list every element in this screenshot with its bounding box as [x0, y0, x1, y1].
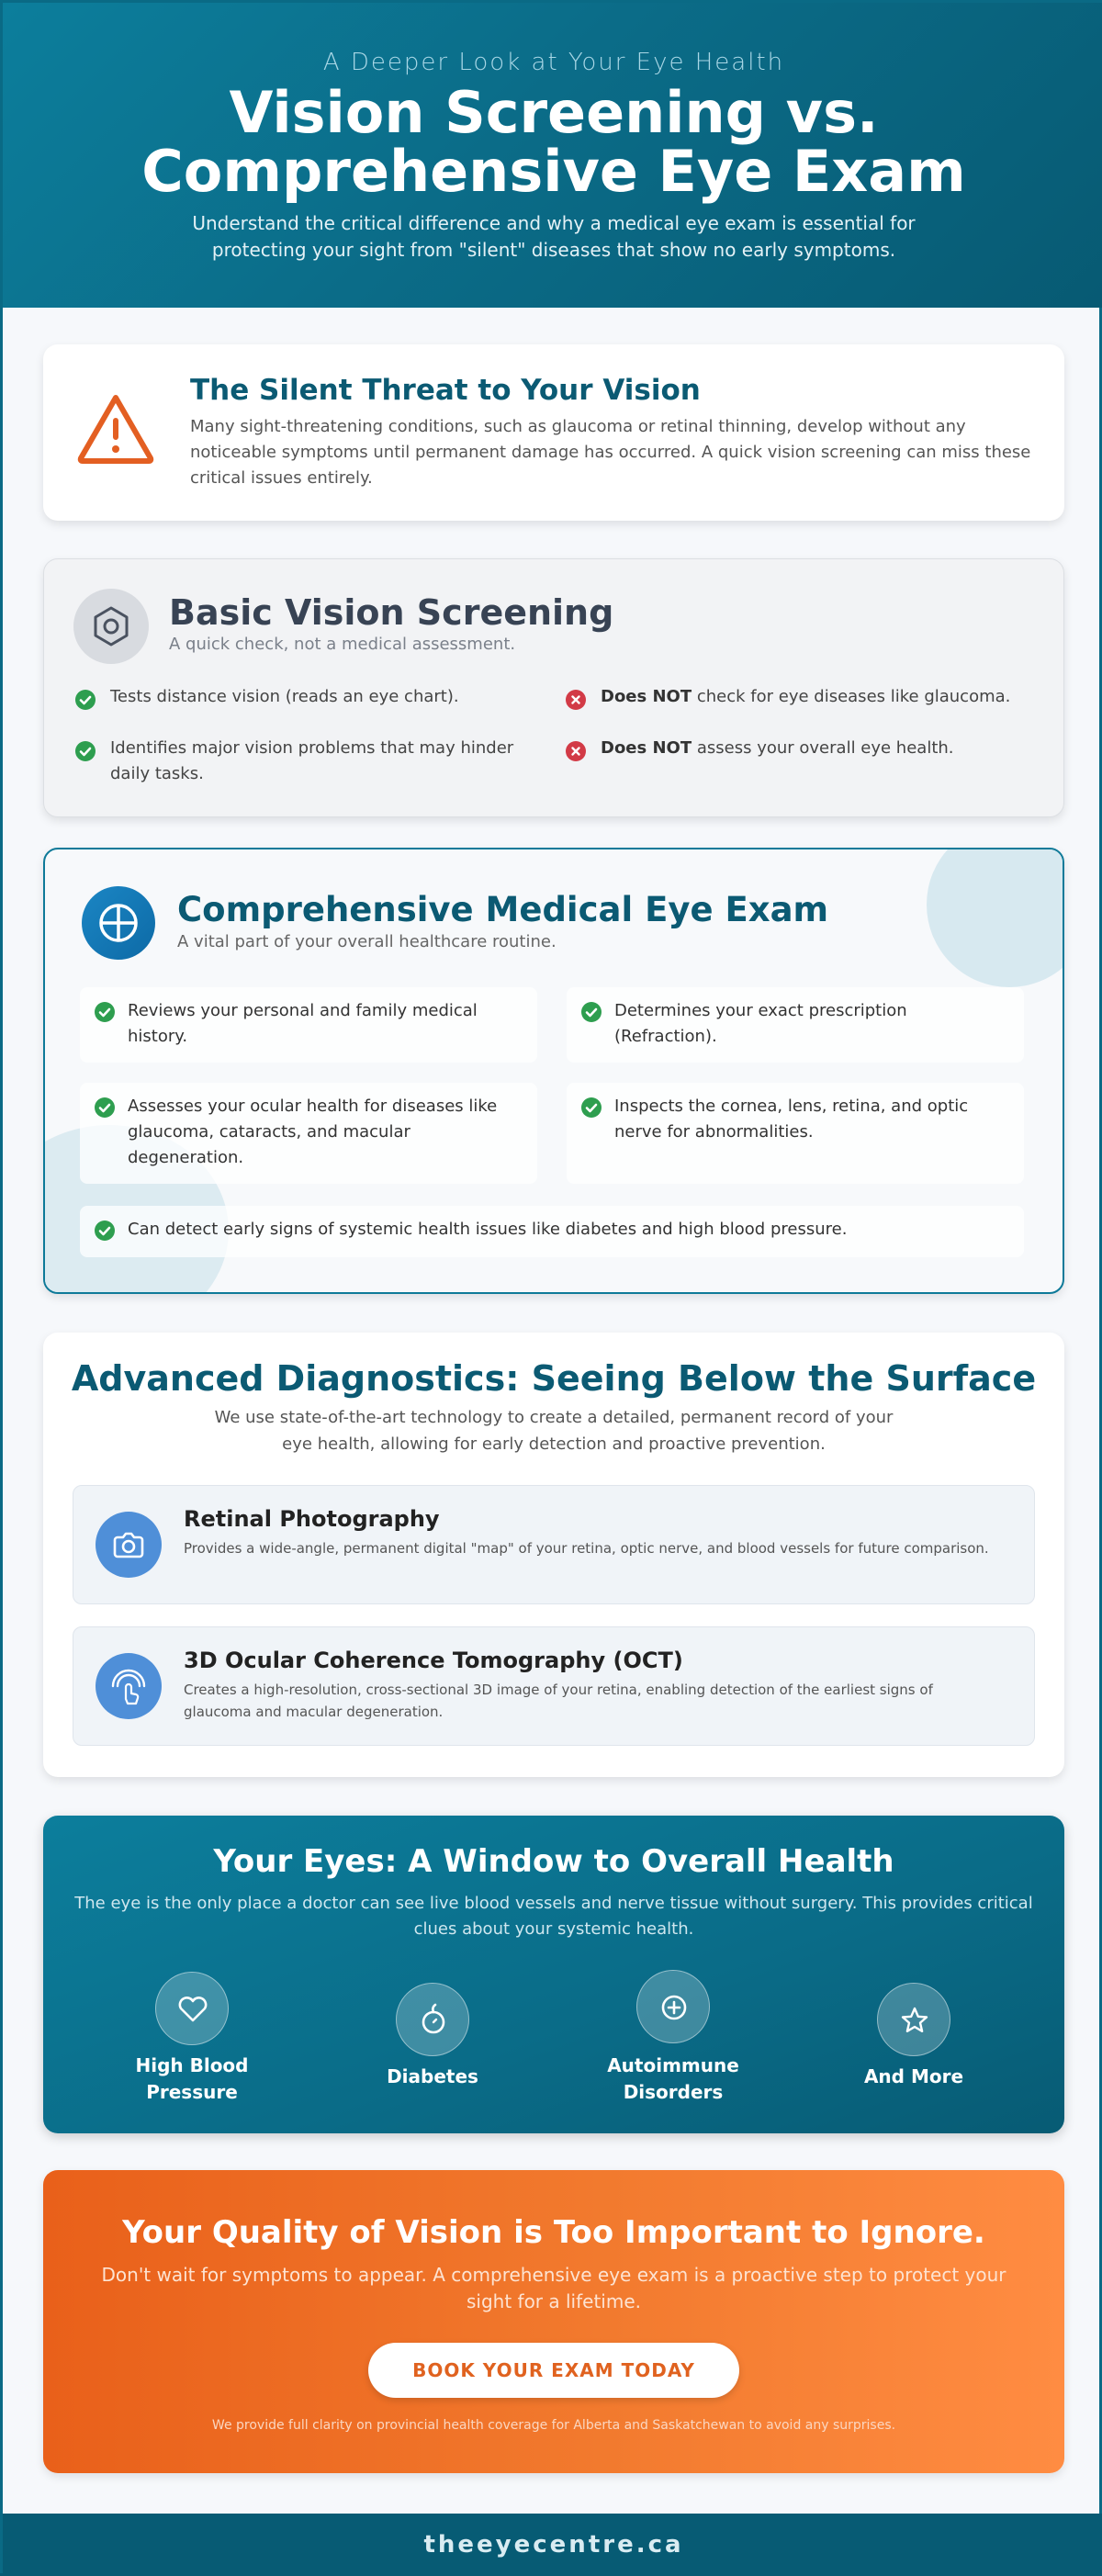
diagnostic-item [73, 1485, 1035, 1604]
diagnostic-item-desc: Creates a high-resolution, cross-sectional 3D image of your retina, enabling detection of the earliest signs of glaucoma and macular degeneration. [184, 1682, 933, 1720]
scan-touch-icon [96, 1653, 162, 1719]
basic-pro-item: Tests distance vision (reads an eye chart). [110, 687, 459, 706]
page-title-line1: Vision Screening vs. [229, 79, 879, 146]
cta-lead: Don't wait for symptoms to appear. A comprehensive eye exam is a proactive step to protect your sight for a lifetime. [101, 2264, 1006, 2312]
diagnostic-item [73, 1626, 1035, 1746]
exam-item [80, 987, 537, 1063]
basic-con-text: assess your overall eye health. [692, 738, 954, 758]
silent-threat-card [43, 344, 1064, 521]
silent-threat-body: Many sight-threatening conditions, such as glaucoma or retinal thinning, develop without any noticeable symptoms until permanent damage has occurred. A quick vision screening can miss these critical issues entirely. [190, 417, 1031, 488]
basic-con-emphasis: Does NOT [601, 687, 692, 706]
star-icon [877, 1983, 950, 2056]
check-icon [95, 1097, 115, 1118]
hero-header [3, 3, 1102, 308]
exam-item-text: Determines your exact prescription (Refraction). [614, 1001, 907, 1046]
comprehensive-exam-title: Comprehensive Medical Eye Exam [177, 890, 829, 929]
exam-item [567, 987, 1024, 1063]
check-icon [75, 690, 96, 710]
camera-icon [96, 1512, 162, 1578]
page-title-line2: Comprehensive Eye Exam [141, 138, 966, 205]
diagnostic-item-title: Retinal Photography [184, 1506, 440, 1532]
basic-screening-card [43, 558, 1064, 817]
check-icon [581, 1002, 602, 1022]
basic-con-item [601, 684, 1041, 710]
book-exam-button[interactable]: BOOK YOUR EXAM TODAY [368, 2343, 739, 2398]
condition-label: High Blood Pressure [135, 2054, 249, 2103]
window-to-health-title: Your Eyes: A Window to Overall Health [213, 1843, 894, 1880]
check-icon [75, 741, 96, 761]
basic-con-text: check for eye diseases like glaucoma. [692, 687, 1011, 706]
condition-label: And More [863, 2065, 964, 2087]
check-icon [581, 1097, 602, 1118]
basic-screening-title: Basic Vision Screening [169, 592, 614, 633]
diagnostic-item-title: 3D Ocular Coherence Tomography (OCT) [184, 1648, 683, 1673]
diagnostic-item-desc: Provides a wide-angle, permanent digital "map" of your retina, optic nerve, and blood vessels for future comparison. [184, 1540, 989, 1557]
check-icon [95, 1002, 115, 1022]
hero-kicker: A Deeper Look at Your Eye Health [322, 49, 785, 76]
exam-item-text: Can detect early signs of systemic health issues like diabetes and high blood pressure. [128, 1220, 848, 1239]
warning-icon [76, 392, 155, 466]
exam-item [567, 1083, 1024, 1184]
check-icon [95, 1221, 115, 1241]
exam-item-text: Reviews your personal and family medical history. [128, 1001, 478, 1046]
plus-circle-icon [636, 1970, 710, 2043]
basic-pro-item: Identifies major vision problems that may hinder daily tasks. [110, 738, 514, 783]
page-title [3, 79, 1102, 205]
comprehensive-exam-lead: A vital part of your overall healthcare routine. [177, 932, 557, 951]
exam-item [80, 1206, 1024, 1257]
blood-drop-icon [396, 1983, 469, 2056]
footer-site-link[interactable]: theeyecentre.ca [3, 2514, 1102, 2576]
silent-threat-title: The Silent Threat to Your Vision [190, 374, 701, 407]
advanced-diagnostics-lead: We use state-of-the-art technology to create a detailed, permanent record of your eye health, allowing for early detection and proactive prevention. [214, 1408, 894, 1454]
window-to-health-card [43, 1816, 1064, 2133]
exam-item [80, 1083, 537, 1184]
basic-con-item [601, 736, 1041, 761]
cta-coverage-note: We provide full clarity on provincial health coverage for Alberta and Saskatchewan to avoid any surprises. [211, 2418, 896, 2433]
advanced-diagnostics-title: Advanced Diagnostics: Seeing Below the Surface [71, 1358, 1037, 1399]
basic-screening-lead: A quick check, not a medical assessment. [169, 635, 516, 654]
window-to-health-lead: The eye is the only place a doctor can see live blood vessels and nerve tissue without surgery. This provides critical clues about your systemic health. [74, 1894, 1033, 1939]
hexagon-icon [73, 589, 149, 664]
cross-icon [566, 690, 586, 710]
heart-icon [155, 1972, 229, 2045]
condition-label: Diabetes [387, 2065, 478, 2087]
cross-icon [566, 741, 586, 761]
exam-item-text: Assesses your ocular health for diseases like glaucoma, cataracts, and macular degeneration. [128, 1097, 498, 1167]
condition-label: Autoimmune Disorders [607, 2054, 739, 2103]
advanced-diagnostics-card [43, 1333, 1064, 1777]
cta-title: Your Quality of Vision is Too Important to Ignore. [122, 2214, 985, 2251]
call-to-action-card [43, 2170, 1064, 2473]
hero-subtitle: Understand the critical difference and why a medical eye exam is essential for protecting your sight from "silent" diseases that show no early symptoms. [192, 212, 916, 261]
basic-con-emphasis: Does NOT [601, 738, 692, 758]
crosshair-icon [82, 886, 155, 960]
comprehensive-exam-card [43, 848, 1064, 1294]
exam-item-text: Inspects the cornea, lens, retina, and optic nerve for abnormalities. [614, 1097, 969, 1142]
decorative-circle [927, 848, 1064, 987]
